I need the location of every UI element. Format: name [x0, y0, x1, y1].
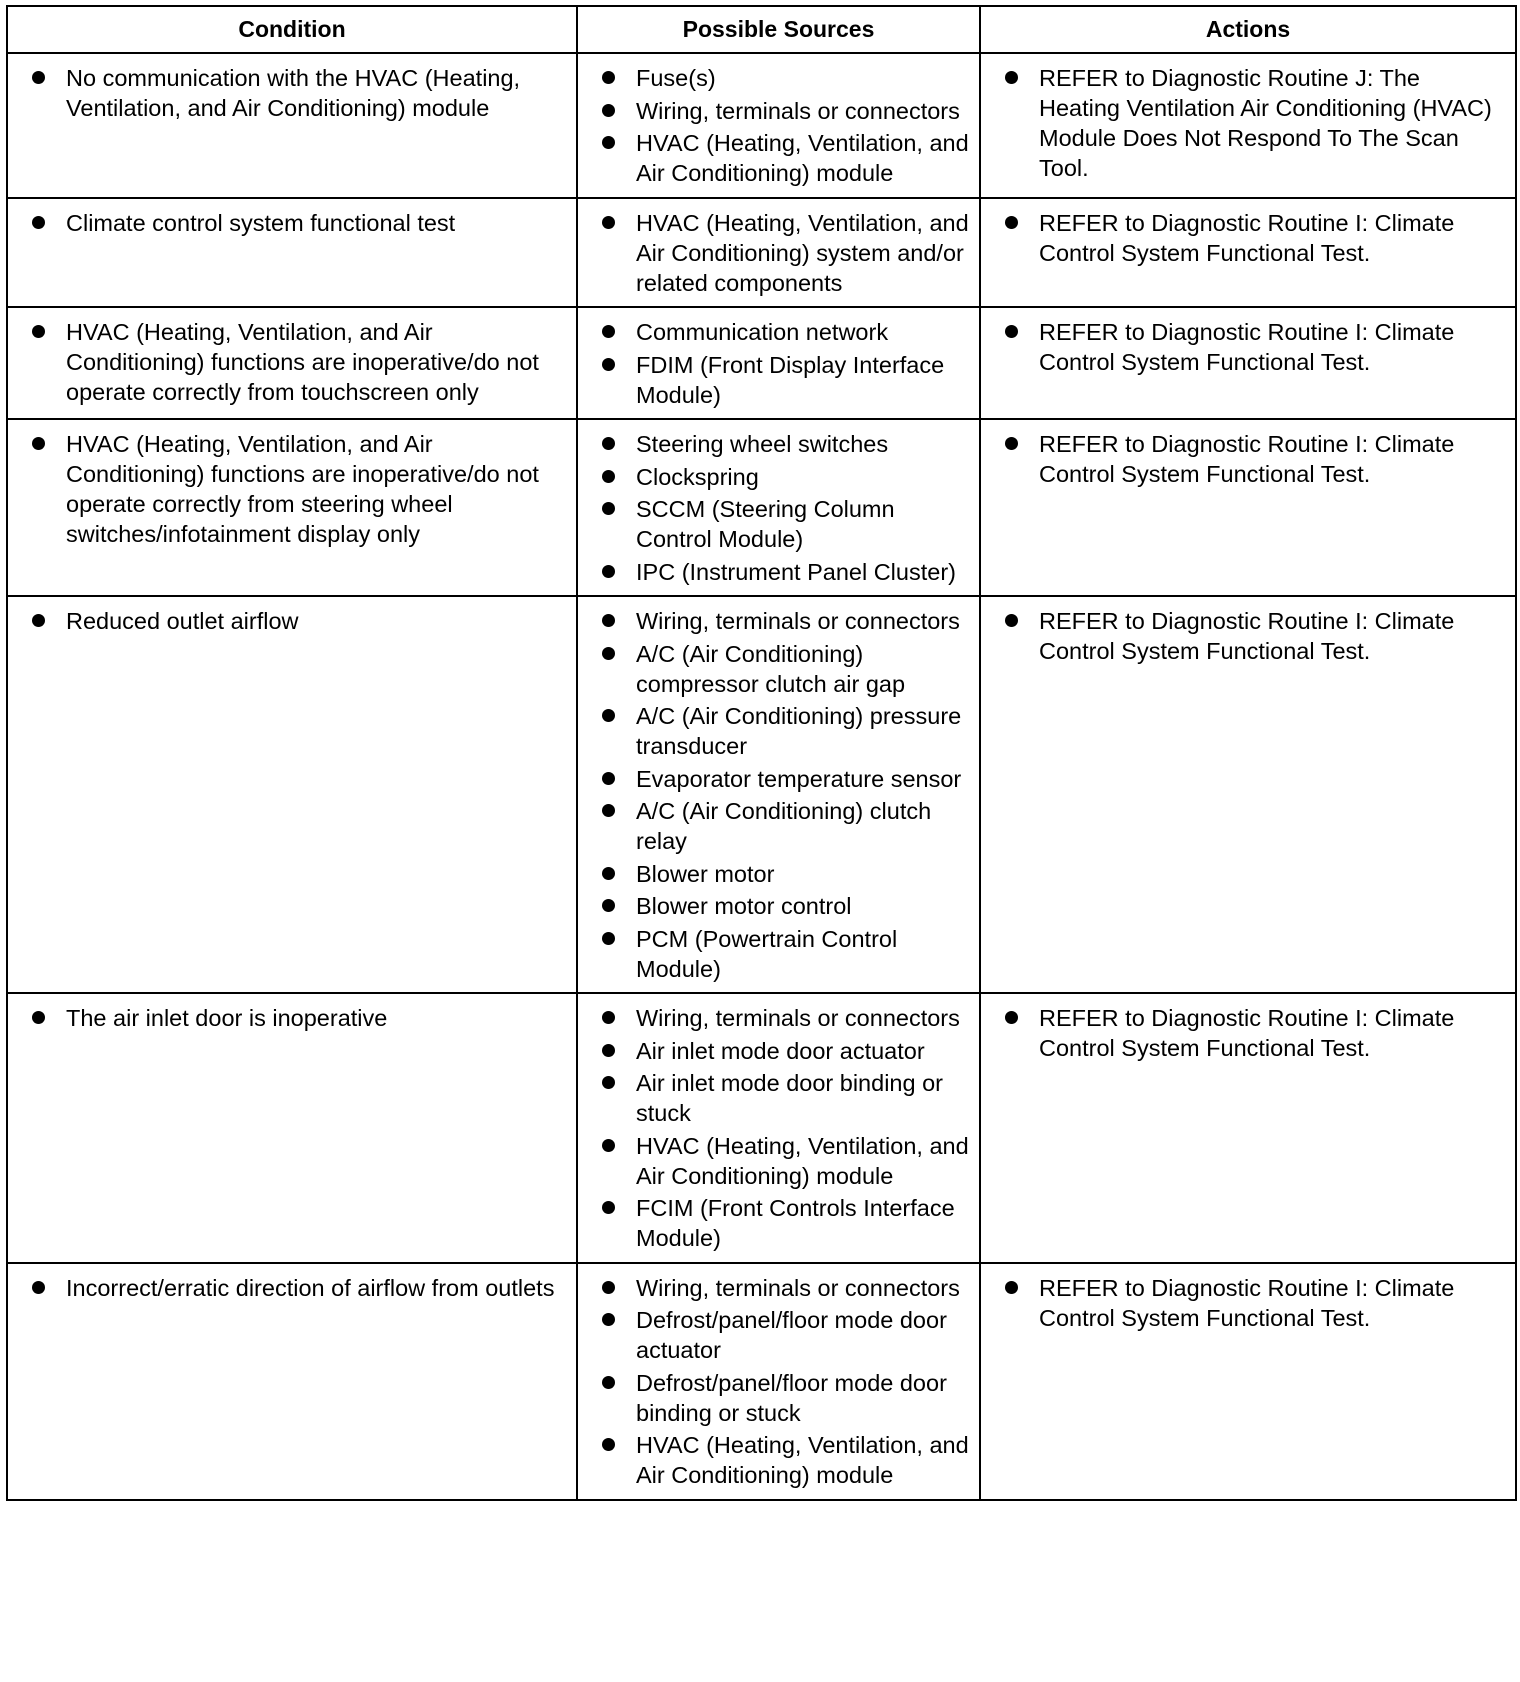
bullet-icon — [1005, 216, 1018, 229]
actions-list — [981, 317, 1505, 377]
condition-list — [8, 429, 566, 549]
list-item-text: SCCM (Steering Column Control Module) — [636, 496, 895, 552]
bullet-icon — [1005, 1281, 1018, 1294]
list-item — [578, 1193, 969, 1253]
bullet-icon — [602, 647, 615, 660]
condition-cell — [7, 419, 577, 596]
diagnostic-table-container — [6, 5, 1515, 1501]
list-item — [578, 1068, 969, 1128]
list-item-text: FDIM (Front Display Interface Module) — [636, 351, 945, 408]
bullet-icon — [602, 899, 615, 912]
list-item-text: REFER to Diagnostic Routine I: Climate Control System Functional Test. — [1039, 1274, 1455, 1331]
table-row — [7, 198, 1516, 308]
bullet-icon — [602, 565, 615, 578]
bullet-icon — [602, 1044, 615, 1057]
bullet-icon — [602, 470, 615, 483]
list-item-text: Incorrect/erratic direction of airflow from outlets — [66, 1274, 555, 1301]
bullet-icon — [1005, 1011, 1018, 1024]
list-item-text: REFER to Diagnostic Routine I: Climate Control System Functional Test. — [1039, 608, 1455, 664]
list-item — [578, 1003, 969, 1033]
actions-list — [981, 429, 1505, 489]
condition-list — [8, 606, 566, 636]
sources-list — [578, 63, 969, 188]
bullet-icon — [602, 709, 615, 722]
list-item-text: HVAC (Heating, Ventilation, and Air Conditioning) functions are inoperative/do not operate correctly from steering wheel switches/infotainment display only — [66, 431, 539, 547]
possible-sources-cell — [577, 307, 980, 419]
sources-list — [578, 317, 969, 410]
list-item — [981, 1273, 1505, 1333]
actions-cell — [980, 1263, 1516, 1500]
actions-list — [981, 1273, 1505, 1333]
bullet-icon — [602, 1281, 615, 1294]
list-item-text: REFER to Diagnostic Routine J: The Heating Ventilation Air Conditioning (HVAC) Module Does Not Respond To The Scan Tool. — [1039, 65, 1492, 181]
list-item — [578, 128, 969, 188]
bullet-icon — [602, 71, 615, 84]
list-item — [578, 606, 969, 636]
list-item — [578, 639, 969, 699]
condition-list — [8, 1003, 566, 1033]
list-item — [578, 1368, 969, 1428]
bullet-icon — [32, 1281, 45, 1294]
list-item — [578, 1430, 969, 1490]
bullet-icon — [602, 772, 615, 785]
list-item — [981, 208, 1505, 268]
actions-list — [981, 606, 1505, 666]
list-item-text: Blower motor control — [636, 893, 852, 919]
bullet-icon — [602, 804, 615, 817]
bullet-icon — [602, 437, 615, 450]
list-item-text: HVAC (Heating, Ventilation, and Air Conditioning) module — [636, 1432, 969, 1488]
list-item-text: Steering wheel switches — [636, 431, 889, 457]
bullet-icon — [602, 1076, 615, 1089]
table-row — [7, 53, 1516, 198]
table-row — [7, 1263, 1516, 1500]
list-item-text: Communication network — [636, 319, 889, 345]
sources-list — [578, 429, 969, 587]
list-item — [981, 1003, 1505, 1063]
list-item-text: A/C (Air Conditioning) compressor clutch air gap — [636, 640, 906, 697]
list-item — [981, 317, 1505, 377]
sources-list — [578, 606, 969, 984]
list-item-text: PCM (Powertrain Control Module) — [636, 925, 898, 982]
list-item-text: A/C (Air Conditioning) clutch relay — [636, 798, 932, 854]
bullet-icon — [602, 136, 615, 149]
bullet-icon — [602, 1376, 615, 1389]
condition-list — [8, 63, 566, 123]
list-item — [8, 1003, 566, 1033]
list-item — [578, 891, 969, 921]
header-possible-sources: Possible Sources — [577, 6, 980, 53]
bullet-icon — [602, 104, 615, 117]
list-item — [578, 1036, 969, 1066]
table-row — [7, 993, 1516, 1263]
bullet-icon — [1005, 614, 1018, 627]
actions-cell — [980, 307, 1516, 419]
header-condition: Condition — [7, 6, 577, 53]
list-item-text: Clockspring — [636, 463, 759, 490]
list-item — [578, 796, 969, 856]
list-item-text: REFER to Diagnostic Routine I: Climate Control System Functional Test. — [1039, 1005, 1455, 1061]
list-item-text: No communication with the HVAC (Heating, Ventilation, and Air Conditioning) module — [66, 65, 521, 121]
bullet-icon — [602, 867, 615, 880]
list-item — [578, 429, 969, 459]
list-item-text: Blower motor — [636, 860, 775, 887]
bullet-icon — [602, 1139, 615, 1152]
bullet-icon — [602, 1011, 615, 1024]
list-item — [578, 764, 969, 794]
list-item-text: HVAC (Heating, Ventilation, and Air Conditioning) module — [636, 130, 969, 186]
list-item-text: A/C (Air Conditioning) pressure transducer — [636, 703, 962, 759]
bullet-icon — [602, 614, 615, 627]
list-item — [578, 557, 969, 587]
actions-list — [981, 208, 1505, 268]
bullet-icon — [32, 437, 45, 450]
list-item — [8, 1273, 566, 1303]
list-item — [981, 63, 1505, 183]
table-body — [7, 53, 1516, 1500]
list-item — [578, 1305, 969, 1365]
list-item — [8, 208, 566, 238]
list-item — [578, 350, 969, 410]
list-item-text: The air inlet door is inoperative — [66, 1005, 388, 1031]
bullet-icon — [32, 216, 45, 229]
possible-sources-cell — [577, 198, 980, 308]
list-item-text: IPC (Instrument Panel Cluster) — [636, 558, 956, 585]
sources-list — [578, 1003, 969, 1253]
bullet-icon — [602, 932, 615, 945]
possible-sources-cell — [577, 993, 980, 1263]
bullet-icon — [32, 325, 45, 338]
list-item-text: Wiring, terminals or connectors — [636, 97, 960, 124]
condition-list — [8, 317, 566, 407]
condition-cell — [7, 1263, 577, 1500]
list-item — [578, 462, 969, 492]
possible-sources-cell — [577, 596, 980, 993]
symptom-chart-table — [6, 5, 1517, 1501]
actions-cell — [980, 419, 1516, 596]
bullet-icon — [32, 71, 45, 84]
table-row — [7, 419, 1516, 596]
bullet-icon — [602, 1201, 615, 1214]
list-item — [8, 429, 566, 549]
bullet-icon — [602, 358, 615, 371]
condition-cell — [7, 53, 577, 198]
list-item-text: REFER to Diagnostic Routine I: Climate Control System Functional Test. — [1039, 431, 1455, 487]
actions-cell — [980, 198, 1516, 308]
list-item — [578, 96, 969, 126]
list-item — [8, 317, 566, 407]
list-item — [578, 317, 969, 347]
list-item — [578, 701, 969, 761]
condition-cell — [7, 198, 577, 308]
possible-sources-cell — [577, 53, 980, 198]
bullet-icon — [32, 614, 45, 627]
list-item-text: Air inlet mode door binding or stuck — [636, 1070, 943, 1126]
possible-sources-cell — [577, 419, 980, 596]
list-item-text: HVAC (Heating, Ventilation, and Air Conditioning) functions are inoperative/do not operate correctly from touchscreen only — [66, 319, 539, 405]
bullet-icon — [32, 1011, 45, 1024]
list-item-text: Fuse(s) — [636, 65, 716, 91]
condition-cell — [7, 993, 577, 1263]
list-item-text: Defrost/panel/floor mode door actuator — [636, 1307, 947, 1363]
actions-list — [981, 63, 1505, 183]
list-item-text: REFER to Diagnostic Routine I: Climate Control System Functional Test. — [1039, 319, 1455, 375]
table-row — [7, 596, 1516, 993]
list-item — [578, 859, 969, 889]
list-item — [981, 606, 1505, 666]
list-item-text: Wiring, terminals or connectors — [636, 1274, 960, 1301]
condition-list — [8, 208, 566, 238]
list-item — [578, 1131, 969, 1191]
list-item-text: Defrost/panel/floor mode door binding or stuck — [636, 1369, 947, 1426]
bullet-icon — [602, 216, 615, 229]
list-item — [578, 924, 969, 984]
actions-list — [981, 1003, 1505, 1063]
list-item — [578, 63, 969, 93]
list-item-text: FCIM (Front Controls Interface Module) — [636, 1195, 955, 1251]
list-item — [578, 494, 969, 554]
actions-cell — [980, 53, 1516, 198]
list-item — [578, 1273, 969, 1303]
list-item — [8, 606, 566, 636]
condition-cell — [7, 596, 577, 993]
possible-sources-cell — [577, 1263, 980, 1500]
bullet-icon — [1005, 71, 1018, 84]
list-item — [8, 63, 566, 123]
actions-cell — [980, 993, 1516, 1263]
list-item-text: HVAC (Heating, Ventilation, and Air Conditioning) module — [636, 1132, 969, 1189]
list-item-text: REFER to Diagnostic Routine I: Climate Control System Functional Test. — [1039, 209, 1455, 266]
sources-list — [578, 1273, 969, 1491]
list-item — [578, 208, 969, 298]
table-row — [7, 307, 1516, 419]
bullet-icon — [1005, 325, 1018, 338]
list-item-text: Wiring, terminals or connectors — [636, 608, 960, 634]
list-item — [981, 429, 1505, 489]
bullet-icon — [602, 1438, 615, 1451]
condition-list — [8, 1273, 566, 1303]
list-item-text: Evaporator temperature sensor — [636, 765, 962, 792]
bullet-icon — [602, 1313, 615, 1326]
list-item-text: Climate control system functional test — [66, 209, 456, 236]
table-header-row — [7, 6, 1516, 53]
list-item-text: HVAC (Heating, Ventilation, and Air Conditioning) system and/or related components — [636, 209, 969, 296]
header-actions: Actions — [980, 6, 1516, 53]
list-item-text: Air inlet mode door actuator — [636, 1037, 925, 1064]
list-item-text: Wiring, terminals or connectors — [636, 1005, 960, 1031]
bullet-icon — [602, 502, 615, 515]
bullet-icon — [1005, 437, 1018, 450]
actions-cell — [980, 596, 1516, 993]
sources-list — [578, 208, 969, 298]
condition-cell — [7, 307, 577, 419]
list-item-text: Reduced outlet airflow — [66, 608, 299, 634]
bullet-icon — [602, 325, 615, 338]
